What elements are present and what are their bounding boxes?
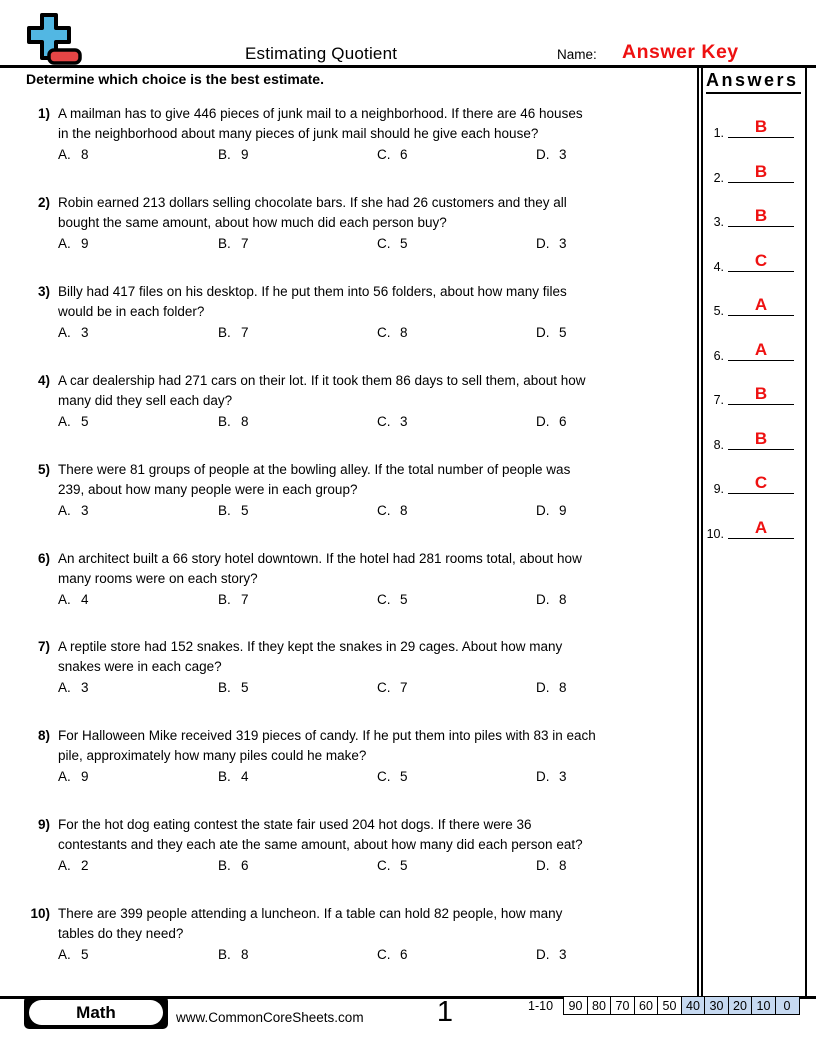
answers-panel-left-border [697,65,703,996]
choice-option [218,147,249,162]
choice-value: 3 [559,236,567,251]
choice-value: 6 [241,858,249,873]
choice-value: 5 [400,592,408,607]
choice-option [377,947,408,962]
choices-row [24,858,700,876]
question-line: tables do they need? [58,925,184,941]
question-text [58,726,700,765]
question-number: 10) [30,906,50,921]
choice-letter: B. [218,769,231,784]
question-text [58,904,700,943]
choice-option [58,592,89,607]
answer-number: 10. [706,527,724,541]
choice-value: 3 [81,325,89,340]
choice-option [58,325,89,340]
choice-value: 3 [559,769,567,784]
question-line: Billy had 417 files on his desktop. If he put them into 56 folders, about how many files [58,284,567,299]
question-line: For the hot dog eating contest the state fair used 204 hot dogs. If there were 36 [58,817,532,832]
choice-option [58,236,89,251]
answer-letter: A [754,340,768,359]
question-item [24,460,700,522]
choice-option [58,414,89,429]
choice-letter: C. [377,414,391,429]
choice-option [536,680,567,695]
choice-letter: C. [377,147,391,162]
question-item [24,549,700,611]
choice-letter: D. [536,414,550,429]
question-text [58,193,700,232]
choice-letter: A. [58,680,71,695]
score-cell: 40 [681,996,706,1015]
choice-value: 9 [559,503,567,518]
choice-letter: D. [536,947,550,962]
choice-letter: B. [218,325,231,340]
choice-letter: C. [377,858,391,873]
subject-badge [24,996,168,1029]
instruction-text: Determine which choice is the best estimate. [26,71,324,87]
choice-value: 8 [400,503,408,518]
choice-letter: A. [58,592,71,607]
choice-option [218,414,249,429]
question-text [58,637,700,676]
minus-shape [49,50,80,63]
choice-letter: D. [536,592,550,607]
choice-letter: A. [58,858,71,873]
choice-option [377,503,408,518]
choice-option [536,325,567,340]
question-item [24,637,700,699]
question-line: bought the same amount, about how much did each person buy? [58,214,447,230]
answer-row [704,468,794,494]
answer-blank-line [728,226,794,227]
question-line: Robin earned 213 dollars selling chocolate bars. If she had 26 customers and they all [58,195,567,210]
question-number: 3) [37,284,50,299]
question-number: 1) [37,106,50,121]
choice-letter: A. [58,769,71,784]
choice-option [377,325,408,340]
choice-value: 9 [81,769,89,784]
answer-row [704,290,794,316]
answer-number: 2. [713,171,724,185]
choice-letter: A. [58,236,71,251]
answer-blank-line [728,404,794,405]
answer-number: 6. [713,349,724,363]
choice-letter: D. [536,236,550,251]
answer-blank-line [728,137,794,138]
question-item [24,282,700,344]
choice-value: 6 [400,947,408,962]
score-cell: 30 [704,996,729,1015]
choice-option [536,414,567,429]
choice-letter: A. [58,325,71,340]
choice-value: 5 [400,769,408,784]
choice-letter: A. [58,947,71,962]
choices-row [24,592,700,610]
choice-letter: C. [377,947,391,962]
question-text [58,549,700,588]
choice-value: 7 [241,236,249,251]
answer-row [704,424,794,450]
choice-value: 8 [559,680,567,695]
choice-option [218,769,249,784]
answer-row [704,246,794,272]
question-text [58,460,700,499]
choice-option [377,769,408,784]
choice-option [58,858,89,873]
page-title: Estimating Quotient [245,44,398,63]
choice-letter: D. [536,503,550,518]
choice-value: 9 [81,236,89,251]
question-line: many did they sell each day? [58,392,233,408]
choice-option [536,147,567,162]
question-line: snakes were in each cage? [58,658,222,674]
choice-option [377,858,408,873]
question-text [58,815,700,854]
choice-value: 3 [559,147,567,162]
answer-row [704,112,794,138]
choice-value: 7 [241,325,249,340]
answer-letter: B [754,429,768,448]
choices-row [24,947,700,965]
choice-value: 5 [241,680,249,695]
choice-option [218,503,249,518]
answer-letter: C [754,251,768,270]
choice-option [58,947,89,962]
answer-letter: B [754,384,768,403]
choice-option [218,680,249,695]
choice-value: 8 [400,325,408,340]
choice-option [377,414,408,429]
answer-row [704,201,794,227]
question-number: 7) [37,639,50,654]
question-number: 6) [37,551,50,566]
choice-option [218,947,249,962]
score-cell: 60 [634,996,659,1015]
score-range-label: 1-10 [528,999,554,1013]
question-text [58,282,700,321]
choice-option [58,769,89,784]
choice-letter: C. [377,769,391,784]
answer-number: 3. [713,215,724,229]
question-text [58,371,700,410]
score-cell: 0 [775,996,800,1015]
choice-letter: D. [536,858,550,873]
choice-option [377,592,408,607]
choice-option [536,592,567,607]
choice-letter: C. [377,325,391,340]
choices-row [24,680,700,698]
answer-blank-line [728,360,794,361]
question-item [24,371,700,433]
question-item [24,104,700,166]
choice-value: 5 [400,236,408,251]
choice-value: 9 [241,147,249,162]
choice-option [218,858,249,873]
question-number: 2) [37,195,50,210]
question-item [24,726,700,788]
answer-number: 7. [713,393,724,407]
answer-key-text: Answer Key [622,41,739,63]
question-number: 9) [37,817,50,832]
question-line: There were 81 groups of people at the bowling alley. If the total number of people was [58,462,571,477]
answers-panel-right-border [805,65,807,996]
answers-panel-title: Answers [706,70,801,94]
question-item [24,815,700,877]
question-number: 5) [37,462,50,477]
choices-row [24,325,700,343]
choices-row [24,236,700,254]
question-line: A car dealership had 271 cars on their lot. If it took them 86 days to sell them, about how [58,373,586,388]
choice-letter: B. [218,858,231,873]
choice-value: 5 [81,414,89,429]
question-line: A mailman has to give 446 pieces of junk mail to a neighborhood. If there are 46 houses [58,106,583,121]
question-number: 4) [37,373,50,388]
choice-option [536,503,567,518]
score-cell: 90 [563,996,588,1015]
answer-row [704,335,794,361]
answer-blank-line [728,449,794,450]
commoncoresheets-logo [26,12,84,66]
question-line: A reptile store had 152 snakes. If they kept the snakes in 29 cages. About how many [58,639,563,654]
choice-option [377,680,408,695]
score-cell: 50 [657,996,682,1015]
choice-value: 8 [559,592,567,607]
plus-minus-icon [26,12,84,66]
question-line: An architect built a 66 story hotel downtown. If the hotel had 281 rooms total, about how [58,551,582,566]
answer-blank-line [728,538,794,539]
question-line: contestants and they each ate the same amount, about how many did each person eat? [58,836,583,852]
choice-value: 8 [241,414,249,429]
choice-value: 6 [559,414,567,429]
choice-letter: B. [218,680,231,695]
choice-option [377,147,408,162]
choice-value: 8 [559,858,567,873]
choices-row [24,503,700,521]
choice-value: 3 [400,414,408,429]
choice-option [218,592,249,607]
choice-letter: D. [536,325,550,340]
question-line: many rooms were on each story? [58,570,258,586]
question-line: in the neighborhood about many pieces of junk mail should he give each house? [58,125,539,141]
answer-letter: B [754,117,768,136]
choice-value: 5 [241,503,249,518]
question-text [58,104,700,143]
choice-option [377,236,408,251]
header-divider [0,65,816,68]
choice-letter: B. [218,236,231,251]
choice-option [536,769,567,784]
choice-letter: C. [377,592,391,607]
answer-number: 9. [713,482,724,496]
choice-value: 3 [559,947,567,962]
subject-label: Math [29,1000,163,1025]
choice-letter: C. [377,503,391,518]
choice-value: 7 [400,680,408,695]
website-url: www.CommonCoreSheets.com [176,1010,364,1025]
choice-letter: D. [536,769,550,784]
choice-value: 5 [400,858,408,873]
score-cell: 10 [751,996,776,1015]
score-cell: 70 [610,996,635,1015]
answer-letter: A [754,518,768,537]
choice-value: 5 [559,325,567,340]
choice-value: 7 [241,592,249,607]
choice-letter: B. [218,592,231,607]
answer-number: 5. [713,304,724,318]
question-line: pile, approximately how many piles could he make? [58,747,367,763]
answer-number: 8. [713,438,724,452]
choice-option [536,858,567,873]
choice-option [58,147,89,162]
question-number: 8) [37,728,50,743]
choice-value: 2 [81,858,89,873]
choice-value: 3 [81,503,89,518]
choice-option [218,236,249,251]
score-cell: 80 [587,996,612,1015]
score-cell: 20 [728,996,753,1015]
choice-option [58,503,89,518]
choice-letter: A. [58,414,71,429]
name-label: Name: [557,47,597,62]
choice-letter: C. [377,236,391,251]
answer-number: 1. [713,126,724,140]
choice-value: 3 [81,680,89,695]
choices-row [24,147,700,165]
question-item [24,904,700,966]
choice-value: 5 [81,947,89,962]
choice-option [58,680,89,695]
answer-letter: B [754,206,768,225]
question-line: would be in each folder? [58,303,205,319]
choice-letter: B. [218,503,231,518]
choice-letter: B. [218,147,231,162]
choice-letter: C. [377,680,391,695]
answer-letter: A [754,295,768,314]
answer-blank-line [728,182,794,183]
choice-option [218,325,249,340]
question-item [24,193,700,255]
score-grid [563,996,800,1015]
choice-letter: A. [58,147,71,162]
question-line: There are 399 people attending a luncheon. If a table can hold 82 people, how many [58,906,563,921]
choice-letter: B. [218,947,231,962]
choice-value: 8 [81,147,89,162]
answer-row [704,513,794,539]
choice-value: 6 [400,147,408,162]
answer-blank-line [728,493,794,494]
answer-row [704,379,794,405]
choice-value: 4 [81,592,89,607]
answer-row [704,157,794,183]
answer-blank-line [728,315,794,316]
choice-option [536,947,567,962]
choices-row [24,414,700,432]
choice-option [536,236,567,251]
question-line: For Halloween Mike received 319 pieces of candy. If he put them into piles with 83 in each [58,728,596,743]
choice-letter: A. [58,503,71,518]
choice-letter: B. [218,414,231,429]
choice-value: 8 [241,947,249,962]
answer-number: 4. [713,260,724,274]
choice-value: 4 [241,769,249,784]
choice-letter: D. [536,147,550,162]
page-number: 1 [436,996,454,1028]
choice-letter: D. [536,680,550,695]
answer-blank-line [728,271,794,272]
question-line: 239, about how many people were in each group? [58,481,358,497]
answer-letter: B [754,162,768,181]
choices-row [24,769,700,787]
answer-letter: C [754,473,768,492]
